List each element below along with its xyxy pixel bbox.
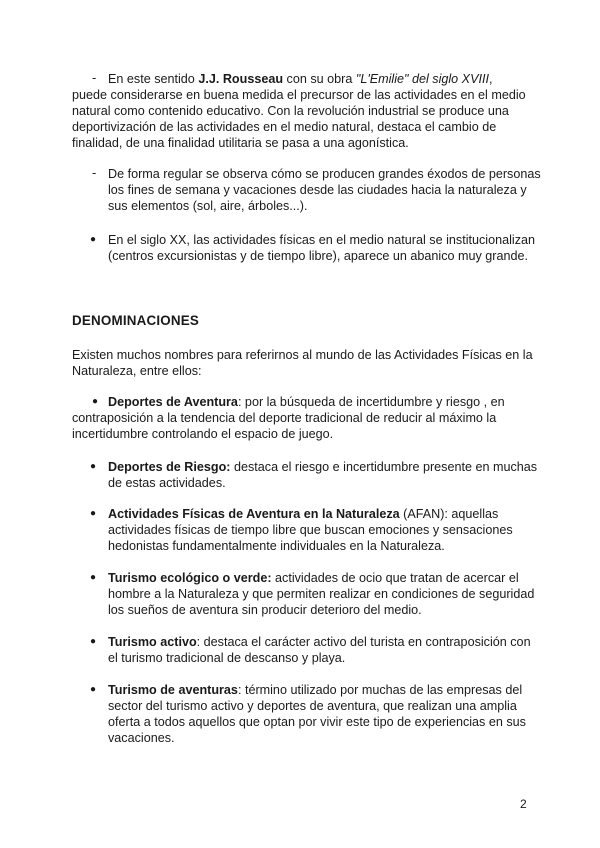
list-item-turismo-ecologico (108, 570, 548, 618)
paragraph-line: finalidad, de una finalidad utilitaria se pasa a una agonística. (72, 136, 409, 150)
paragraph-line: el turismo tradicional de descanso y playa. (108, 651, 346, 665)
intro-paragraph (72, 347, 542, 379)
section-heading: DENOMINACIONES (72, 313, 200, 328)
page-number: 2 (520, 797, 527, 811)
text-span: : por la búsqueda de incertidumbre y riesgo , en (237, 395, 505, 409)
dash-marker: - (92, 71, 97, 85)
paragraph-line (108, 682, 548, 698)
paragraph-exodos (108, 166, 548, 214)
term-label: Deportes de Aventura (108, 395, 238, 409)
bullet-marker: ● (92, 396, 99, 407)
bullet-marker: ● (90, 234, 97, 245)
text-span: con su obra (283, 72, 356, 86)
paragraph-line: de estas actividades. (108, 476, 226, 490)
paragraph-line (72, 394, 542, 410)
paragraph-line: los sueños de aventura sin producir deterioro del medio. (108, 603, 422, 617)
work-title: "L'Emilie" del siglo XVIII (355, 72, 489, 86)
paragraph-line: Naturaleza, entre ellos: (72, 364, 202, 378)
term-label: Actividades Físicas de Aventura en la Naturaleza (108, 507, 400, 521)
bullet-marker: ● (90, 684, 97, 695)
paragraph-line: contraposición a la tendencia del deporte tradicional de reducir al máximo la (72, 411, 497, 425)
bullet-marker: ● (90, 572, 97, 583)
bullet-marker: ● (90, 508, 97, 519)
paragraph-rousseau (72, 71, 542, 151)
dash-marker: - (92, 166, 97, 180)
paragraph-line: De forma regular se observa cómo se producen grandes éxodos de personas (108, 167, 541, 181)
paragraph-line: actividades físicas de tiempo libre que buscan emociones y sensaciones (108, 523, 513, 537)
paragraph-line: sus elementos (sol, aire, árboles...). (108, 199, 308, 213)
paragraph-line (108, 634, 548, 650)
bullet-marker: ● (90, 636, 97, 647)
paragraph-line: sector del turismo activo y deportes de aventura, que realizan una amplia (108, 699, 517, 713)
paragraph-line (72, 71, 542, 87)
paragraph-line: los fines de semana y vacaciones desde las ciudades hacia la naturaleza y (108, 183, 527, 197)
paragraph-line: hedonistas fundamentalmente individuales en la Naturaleza. (108, 539, 445, 553)
term-label: Turismo activo (108, 635, 197, 649)
paragraph-line: Existen muchos nombres para referirnos al mundo de las Actividades Físicas en la (72, 348, 533, 362)
list-item-deportes-aventura (72, 394, 542, 442)
paragraph-line: En el siglo XX, las actividades físicas en el medio natural se institucionalizan (108, 233, 536, 247)
list-item-deportes-riesgo (108, 459, 548, 491)
text-span: : término utilizado por muchas de las empresas del (237, 683, 523, 697)
list-item-turismo-activo (108, 634, 548, 666)
paragraph-siglo-xx (108, 232, 548, 264)
text-span: En este sentido (108, 72, 199, 86)
term-label: Turismo de aventuras (108, 683, 238, 697)
paragraph-line: (centros excursionistas y de tiempo libre), aparece un abanico muy grande. (108, 249, 529, 263)
bullet-marker: ● (90, 461, 97, 472)
term-label: Turismo ecológico o verde: (108, 571, 272, 585)
paragraph-line: incertidumbre controlando el espacio de juego. (72, 427, 334, 441)
paragraph-line: natural como contenido educativo. Con la revolución industrial se produce una (72, 104, 509, 118)
paragraph-line: oferta a todos aquellos que optan por vivir este tipo de experiencias en sus (108, 715, 526, 729)
list-item-afan (108, 506, 548, 554)
paragraph-line: hombre a la Naturaleza y que permiten realizar en condiciones de seguridad (108, 587, 535, 601)
paragraph-line: puede considerarse en buena medida el precursor de las actividades en el medio (72, 88, 526, 102)
text-span: , (488, 72, 493, 86)
paragraph-line (108, 570, 548, 586)
text-span: destaca el riesgo e incertidumbre presente en muchas (230, 460, 538, 474)
paragraph-line (108, 459, 548, 475)
term-label: Deportes de Riesgo: (108, 460, 231, 474)
paragraph-line: vacaciones. (108, 731, 175, 745)
paragraph-line: deportivización de las actividades en el medio natural, destaca el cambio de (72, 120, 497, 134)
list-item-turismo-aventuras (108, 682, 548, 746)
paragraph-line (108, 506, 548, 522)
author-name: J.J. Rousseau (198, 72, 284, 86)
text-span: : destaca el carácter activo del turista en contraposición con (196, 635, 531, 649)
text-span: actividades de ocio que tratan de acercar el (271, 571, 519, 585)
text-span: (AFAN): aquellas (399, 507, 499, 521)
